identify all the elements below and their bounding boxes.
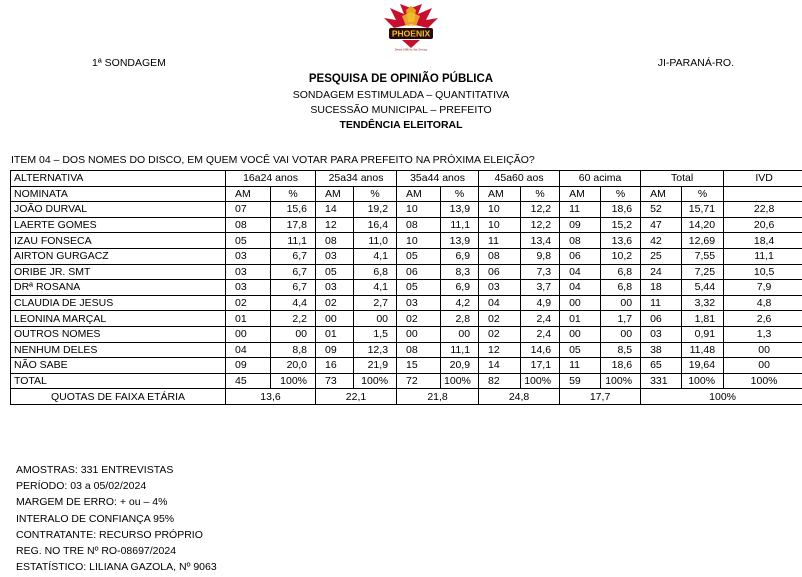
ivd-value: 10,5 <box>724 264 802 280</box>
col-header-am: AM <box>397 186 441 202</box>
pct-value: 2,4 <box>521 311 560 327</box>
pct-value: 15,2 <box>601 217 641 233</box>
pct-value: 11,1 <box>441 217 479 233</box>
am-value: 03 <box>641 326 682 342</box>
am-value: 12 <box>316 217 354 233</box>
col-header-pct: % <box>682 186 724 202</box>
pct-value: 9,8 <box>521 248 560 264</box>
pct-value: 2,7 <box>354 295 397 311</box>
ivd-value: 00 <box>724 358 802 374</box>
am-value: 331 <box>641 373 682 389</box>
pct-value: 20,0 <box>271 358 316 374</box>
pct-value: 12,3 <box>354 342 397 358</box>
pct-value: 17,8 <box>271 217 316 233</box>
am-value: 14 <box>316 202 354 218</box>
svg-text:Desde 1988 Ao Seu Serviço: Desde 1988 Ao Seu Serviço <box>394 48 428 52</box>
pct-value: 7,3 <box>521 264 560 280</box>
pct-value: 13,4 <box>521 233 560 249</box>
am-value: 03 <box>316 248 354 264</box>
am-value: 05 <box>397 248 441 264</box>
am-value: 03 <box>479 280 521 296</box>
pct-value: 100% <box>271 373 316 389</box>
col-header-pct: % <box>521 186 560 202</box>
table-row <box>11 295 802 311</box>
pct-value: 13,6 <box>601 233 641 249</box>
am-value: 04 <box>560 280 601 296</box>
pct-value: 100% <box>441 373 479 389</box>
quota-value: 13,6 <box>226 389 316 405</box>
am-value: 00 <box>560 326 601 342</box>
col-header-am: AM <box>226 186 271 202</box>
page-title: PESQUISA DE OPINIÃO PÚBLICA <box>308 73 494 85</box>
am-value: 73 <box>316 373 354 389</box>
pct-value: 00 <box>271 326 316 342</box>
pct-value: 6,7 <box>271 280 316 296</box>
am-value: 04 <box>560 264 601 280</box>
pct-value: 12,69 <box>682 233 724 249</box>
am-value: 72 <box>397 373 441 389</box>
col-header-alternativa: ALTERNATIVA <box>11 171 226 187</box>
am-value: 07 <box>226 202 271 218</box>
pct-value: 13,9 <box>441 233 479 249</box>
table-row <box>11 311 802 327</box>
pct-value: 15,71 <box>682 202 724 218</box>
svg-text:PHOENIX: PHOENIX <box>391 28 431 39</box>
pct-value: 11,1 <box>441 342 479 358</box>
pct-value: 6,9 <box>441 248 479 264</box>
survey-info <box>16 462 217 575</box>
pct-value: 6,7 <box>271 248 316 264</box>
survey-info-line: MARGEM DE ERRO: + ou – 4% <box>16 496 168 509</box>
quotas-label: QUOTAS DE FAIXA ETÁRIA <box>11 389 226 405</box>
am-value: 16 <box>316 358 354 374</box>
pct-value: 00 <box>441 326 479 342</box>
header-row-subcols <box>11 186 802 202</box>
am-value: 08 <box>316 233 354 249</box>
quota-total: 100% <box>641 389 802 405</box>
pct-value: 14,6 <box>521 342 560 358</box>
am-value: 10 <box>397 202 441 218</box>
table-row <box>11 202 802 218</box>
quota-value: 22,1 <box>316 389 397 405</box>
am-value: 14 <box>479 358 521 374</box>
title-block <box>0 71 802 133</box>
candidate-name: JOÃO DURVAL <box>11 202 226 218</box>
am-value: 06 <box>479 264 521 280</box>
survey-info-line: AMOSTRAS: 331 ENTREVISTAS <box>16 464 174 476</box>
candidate-name: ORIBE JR. SMT <box>11 264 226 280</box>
am-value: 08 <box>397 217 441 233</box>
pct-value: 16,4 <box>354 217 397 233</box>
table-row <box>11 358 802 374</box>
am-value: 03 <box>226 248 271 264</box>
am-value: 15 <box>397 358 441 374</box>
col-header-pct: % <box>271 186 316 202</box>
pct-value: 3,32 <box>682 295 724 311</box>
col-header-group: 45a60 aos <box>479 171 560 187</box>
col-header-group: Total <box>641 171 724 187</box>
pct-value: 7,25 <box>682 264 724 280</box>
pct-value: 100% <box>521 373 560 389</box>
am-value: 02 <box>226 295 271 311</box>
am-value: 24 <box>641 264 682 280</box>
quota-value: 21,8 <box>397 389 479 405</box>
am-value: 11 <box>641 295 682 311</box>
subtitle-type: SONDAGEM ESTIMULADA – QUANTITATIVA <box>292 89 510 101</box>
pct-value: 11,48 <box>682 342 724 358</box>
pct-value: 8,3 <box>441 264 479 280</box>
am-value: 01 <box>316 326 354 342</box>
am-value: 06 <box>641 311 682 327</box>
survey-round-label: 1ª SONDAGEM <box>92 57 166 69</box>
pct-value: 8,8 <box>271 342 316 358</box>
am-value: 06 <box>397 264 441 280</box>
candidate-name: OUTROS NOMES <box>11 326 226 342</box>
pct-value: 18,6 <box>601 202 641 218</box>
results-table <box>10 170 802 405</box>
pct-value: 4,2 <box>441 295 479 311</box>
pct-value: 12,2 <box>521 202 560 218</box>
am-value: 03 <box>226 280 271 296</box>
am-value: 45 <box>226 373 271 389</box>
am-value: 82 <box>479 373 521 389</box>
pct-value: 19,2 <box>354 202 397 218</box>
ivd-value: 100% <box>724 373 802 389</box>
am-value: 00 <box>397 326 441 342</box>
pct-value: 00 <box>601 326 641 342</box>
am-value: 02 <box>479 311 521 327</box>
pct-value: 3,7 <box>521 280 560 296</box>
col-header-group: 35a44 anos <box>397 171 479 187</box>
pct-value: 17,1 <box>521 358 560 374</box>
am-value: 10 <box>479 202 521 218</box>
am-value: 47 <box>641 217 682 233</box>
candidate-name: AIRTON GURGACZ <box>11 248 226 264</box>
pct-value: 11,0 <box>354 233 397 249</box>
am-value: 42 <box>641 233 682 249</box>
pct-value: 4,4 <box>271 295 316 311</box>
ivd-value: 4,8 <box>724 295 802 311</box>
table-row <box>11 248 802 264</box>
col-header-am: AM <box>641 186 682 202</box>
am-value: 18 <box>641 280 682 296</box>
am-value: 25 <box>641 248 682 264</box>
pct-value: 6,7 <box>271 264 316 280</box>
pct-value: 2,8 <box>441 311 479 327</box>
pct-value: 4,1 <box>354 248 397 264</box>
am-value: 05 <box>226 233 271 249</box>
quotas-row <box>11 389 802 405</box>
am-value: 09 <box>316 342 354 358</box>
quota-value: 24,8 <box>479 389 560 405</box>
col-header-pct: % <box>441 186 479 202</box>
am-value: 03 <box>226 264 271 280</box>
col-header-pct: % <box>354 186 397 202</box>
am-value: 11 <box>560 202 601 218</box>
pct-value: 1,5 <box>354 326 397 342</box>
survey-info-line: INTERALO DE CONFIANÇA 95% <box>16 512 175 525</box>
survey-info-line: CONTRATANTE: RECURSO PRÓPRIO <box>16 528 203 541</box>
col-header-pct: % <box>601 186 641 202</box>
table-row <box>11 373 802 389</box>
subtitle-office: SUCESSÃO MUNICIPAL – PREFEITO <box>310 104 492 116</box>
pct-value: 100% <box>354 373 397 389</box>
candidate-name: CLAUDIA DE JESUS <box>11 295 226 311</box>
col-header-group: 60 acima <box>560 171 641 187</box>
pct-value: 20,9 <box>441 358 479 374</box>
pct-value: 0,91 <box>682 326 724 342</box>
am-value: 09 <box>560 217 601 233</box>
am-value: 01 <box>560 311 601 327</box>
pct-value: 15,6 <box>271 202 316 218</box>
phoenix-logo <box>380 2 442 52</box>
am-value: 03 <box>397 295 441 311</box>
am-value: 02 <box>479 326 521 342</box>
pct-value: 2,2 <box>271 311 316 327</box>
am-value: 08 <box>397 342 441 358</box>
am-value: 05 <box>316 264 354 280</box>
table-row <box>11 342 802 358</box>
candidate-name: DRª ROSANA <box>11 280 226 296</box>
quota-value: 17,7 <box>560 389 641 405</box>
survey-info-line: ESTATÍSTICO: LILIANA GAZOLA, Nº 9063 <box>16 561 217 574</box>
col-header-am: AM <box>479 186 521 202</box>
am-value: 08 <box>226 217 271 233</box>
col-header-group: 16a24 anos <box>226 171 316 187</box>
am-value: 10 <box>479 217 521 233</box>
col-header-nominata: NOMINATA <box>11 186 226 202</box>
pct-value: 8,5 <box>601 342 641 358</box>
am-value: 00 <box>316 311 354 327</box>
am-value: 00 <box>560 295 601 311</box>
am-value: 52 <box>641 202 682 218</box>
am-value: 02 <box>316 295 354 311</box>
pct-value: 1,7 <box>601 311 641 327</box>
pct-value: 4,9 <box>521 295 560 311</box>
question-text: ITEM 04 – DOS NOMES DO DISCO, EM QUEM VOCÊ VAI VOTAR PARA PREFEITO NA PRÓXIMA ELEIÇÃO? <box>11 154 535 166</box>
am-value: 65 <box>641 358 682 374</box>
col-header-ivd-blank <box>724 186 802 202</box>
pct-value: 100% <box>601 373 641 389</box>
candidate-name: IZAU FONSECA <box>11 233 226 249</box>
am-value: 10 <box>397 233 441 249</box>
col-header-am: AM <box>560 186 601 202</box>
pct-value: 13,9 <box>441 202 479 218</box>
am-value: 02 <box>397 311 441 327</box>
pct-value: 6,8 <box>354 264 397 280</box>
am-value: 05 <box>560 342 601 358</box>
ivd-value: 7,9 <box>724 280 802 296</box>
am-value: 05 <box>397 280 441 296</box>
table-row <box>11 217 802 233</box>
pct-value: 10,2 <box>601 248 641 264</box>
candidate-name: LAERTE GOMES <box>11 217 226 233</box>
pct-value: 18,6 <box>601 358 641 374</box>
table-row <box>11 280 802 296</box>
am-value: 38 <box>641 342 682 358</box>
pct-value: 7,55 <box>682 248 724 264</box>
subtitle-trend: TENDÊNCIA ELEITORAL <box>339 119 463 131</box>
ivd-value: 22,8 <box>724 202 802 218</box>
survey-info-line: PERÍODO: 03 a 05/02/2024 <box>16 480 147 493</box>
ivd-value: 20,6 <box>724 217 802 233</box>
am-value: 00 <box>226 326 271 342</box>
col-header-am: AM <box>316 186 354 202</box>
col-header-group: IVD <box>724 171 802 187</box>
am-value: 03 <box>316 280 354 296</box>
pct-value: 00 <box>601 295 641 311</box>
candidate-name: TOTAL <box>11 373 226 389</box>
pct-value: 4,1 <box>354 280 397 296</box>
ivd-value: 2,6 <box>724 311 802 327</box>
am-value: 59 <box>560 373 601 389</box>
ivd-value: 11,1 <box>724 248 802 264</box>
candidate-name: NENHUM DELES <box>11 342 226 358</box>
pct-value: 00 <box>354 311 397 327</box>
table-row <box>11 233 802 249</box>
pct-value: 1,81 <box>682 311 724 327</box>
pct-value: 2,4 <box>521 326 560 342</box>
candidate-name: NÃO SABE <box>11 358 226 374</box>
table-row <box>11 264 802 280</box>
am-value: 04 <box>479 295 521 311</box>
pct-value: 14,20 <box>682 217 724 233</box>
table-row <box>11 326 802 342</box>
am-value: 01 <box>226 311 271 327</box>
ivd-value: 00 <box>724 342 802 358</box>
col-header-group: 25a34 anos <box>316 171 397 187</box>
pct-value: 6,8 <box>601 280 641 296</box>
pct-value: 19,64 <box>682 358 724 374</box>
am-value: 08 <box>479 248 521 264</box>
header-row-groups <box>11 171 802 187</box>
pct-value: 12,2 <box>521 217 560 233</box>
survey-info-line: REG. NO TRE Nº RO-08697/2024 <box>16 545 177 558</box>
am-value: 12 <box>479 342 521 358</box>
pct-value: 21,9 <box>354 358 397 374</box>
am-value: 08 <box>560 233 601 249</box>
am-value: 04 <box>226 342 271 358</box>
am-value: 06 <box>560 248 601 264</box>
ivd-value: 18,4 <box>724 233 802 249</box>
pct-value: 6,9 <box>441 280 479 296</box>
pct-value: 6,8 <box>601 264 641 280</box>
ivd-value: 1,3 <box>724 326 802 342</box>
pct-value: 100% <box>682 373 724 389</box>
phoenix-emblem-icon <box>380 2 442 52</box>
pct-value: 11,1 <box>271 233 316 249</box>
am-value: 09 <box>226 358 271 374</box>
am-value: 11 <box>560 358 601 374</box>
am-value: 11 <box>479 233 521 249</box>
city-label: JI-PARANÁ-RO. <box>657 57 734 69</box>
pct-value: 5,44 <box>682 280 724 296</box>
candidate-name: LEONINA MARÇAL <box>11 311 226 327</box>
